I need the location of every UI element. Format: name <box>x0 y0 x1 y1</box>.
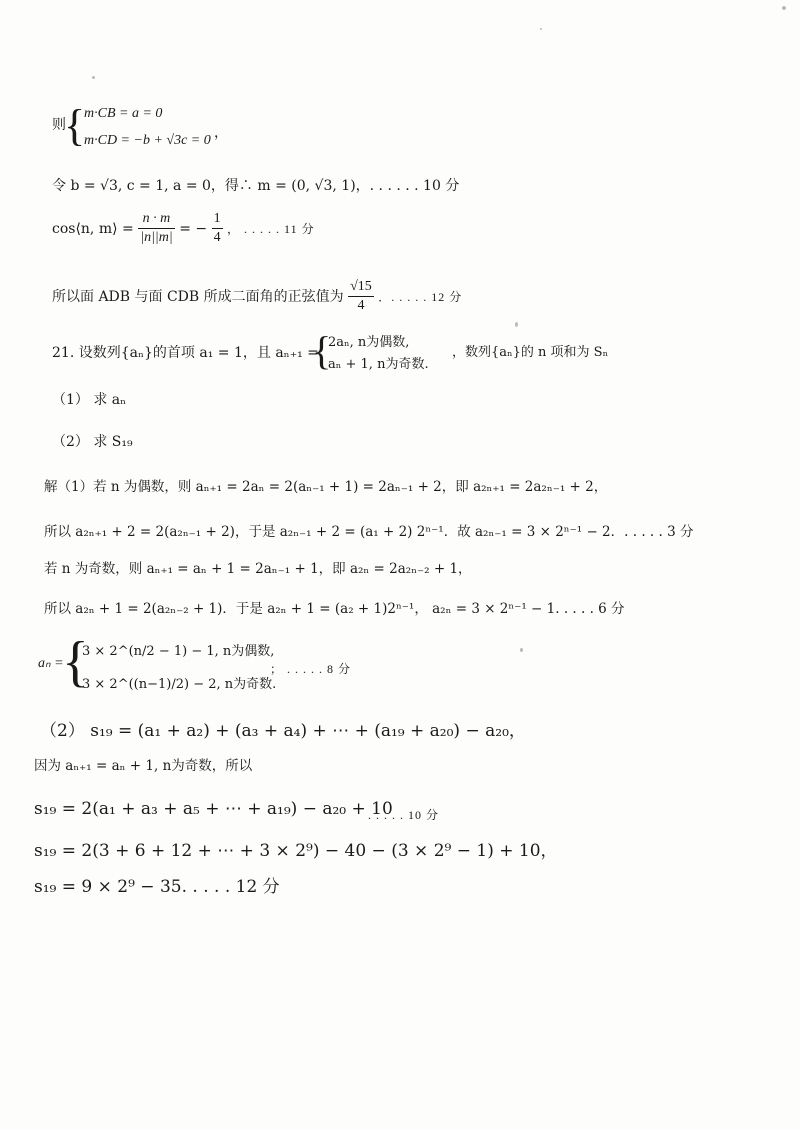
q21-part1: （1） 求 aₙ <box>52 392 127 408</box>
q21-part2: （2） 求 S₁₉ <box>52 434 133 450</box>
let-values-line: 令 b = √3, c = 1, a = 0，得∴ m = (0, √3, 1)，. . . . . . 10 分 <box>52 178 460 194</box>
cos-left: cos⟨n, m⟩ = <box>52 220 134 237</box>
conclusion-line <box>52 278 462 322</box>
scan-speck <box>520 648 523 652</box>
system-line-2: m·CD = −b + √3c = 0 <box>84 133 211 148</box>
cos-fraction <box>138 210 175 247</box>
ze-label: 则 <box>52 117 66 133</box>
q21-stem-left: 21. 设数列{aₙ}的首项 a₁ = 1，且 aₙ₊₁ = <box>52 345 319 361</box>
p2-line-3: s₁₉ = 2(a₁ + a₃ + a₅ + ⋯ + a₁₉) − a₂₀ + 10 <box>34 799 393 819</box>
system-brace: { <box>64 101 86 150</box>
conclusion-score: ．. . . . . 12 分 <box>378 289 463 304</box>
p2-line-2: 因为 aₙ₊₁ = aₙ + 1, n为奇数，所以 <box>34 758 253 774</box>
cos-denominator: |n||m| <box>140 230 173 245</box>
p2-line-3-score: . . . . . 10 分 <box>368 808 440 822</box>
cos-numerator: n · m <box>138 210 175 229</box>
scan-speck <box>515 322 518 327</box>
q21-stem-right: ，数列{aₙ}的 n 项和为 Sₙ <box>452 345 609 360</box>
cos-value-num: 1 <box>212 210 223 229</box>
p2-line-1: （2） s₁₉ = (a₁ + a₂) + (a₃ + a₄) + ⋯ + (a₁₉ + a₂₀) − a₂₀， <box>40 721 526 741</box>
conclusion-den: 4 <box>357 298 365 313</box>
sol-line-2: 所以 a₂ₙ₊₁ + 2 = 2(a₂ₙ₋₁ + 2)，于是 a₂ₙ₋₁ + 2 = (a₁ + 2) 2ⁿ⁻¹．故 a₂ₙ₋₁ = 3 × 2ⁿ⁻¹ − 2．. . . . . 3 分 <box>44 524 694 540</box>
an-case-even: 3 × 2^(n/2 − 1) − 1, n为偶数, <box>82 644 275 659</box>
cos-value <box>212 210 223 247</box>
q21-case-odd: aₙ + 1, n为奇数. <box>328 357 429 372</box>
conclusion-fraction <box>348 278 374 315</box>
an-left: aₙ = <box>38 656 64 671</box>
an-score: ； . . . . . 8 分 <box>270 662 352 676</box>
q21-brace: { <box>312 328 332 373</box>
cos-line <box>52 210 315 254</box>
sol-line-4: 所以 a₂ₙ + 1 = 2(a₂ₙ₋₂ + 1)．于是 a₂ₙ + 1 = (a₂ + 1)2ⁿ⁻¹， a₂ₙ = 3 × 2ⁿ⁻¹ − 1. . . . . 6 分 <box>44 601 625 617</box>
scan-speck <box>782 6 786 10</box>
scan-speck <box>540 28 542 30</box>
system-line-1: m·CB = a = 0 <box>84 106 163 121</box>
sol-line-1: 解（1）若 n 为偶数，则 aₙ₊₁ = 2aₙ = 2(aₙ₋₁ + 1) = 2aₙ₋₁ + 2，即 a₂ₙ₊₁ = 2a₂ₙ₋₁ + 2， <box>44 479 608 495</box>
conclusion-text: 所以面 ADB 与面 CDB 所成二面角的正弦值为 <box>52 288 344 305</box>
cos-value-den: 4 <box>213 230 221 245</box>
q21-case-even: 2aₙ, n为偶数, <box>328 335 410 350</box>
scan-speck <box>92 76 95 79</box>
cos-score: ， . . . . . 11 分 <box>227 221 315 236</box>
system-tail: ， <box>214 125 228 141</box>
an-brace: { <box>62 631 89 693</box>
p2-line-4: s₁₉ = 2(3 + 6 + 12 + ⋯ + 3 × 2⁹) − 40 − (3 × 2⁹ − 1) + 10， <box>34 841 558 861</box>
conclusion-num: √15 <box>348 278 374 297</box>
sol-line-3: 若 n 为奇数，则 aₙ₊₁ = aₙ + 1 = 2aₙ₋₁ + 1，即 a₂ₙ = 2a₂ₙ₋₂ + 1， <box>44 561 472 577</box>
cos-equals: = − <box>179 220 208 237</box>
p2-line-5: s₁₉ = 9 × 2⁹ − 35. . . . . 12 分 <box>34 877 280 897</box>
an-case-odd: 3 × 2^((n−1)/2) − 2, n为奇数. <box>82 677 277 692</box>
